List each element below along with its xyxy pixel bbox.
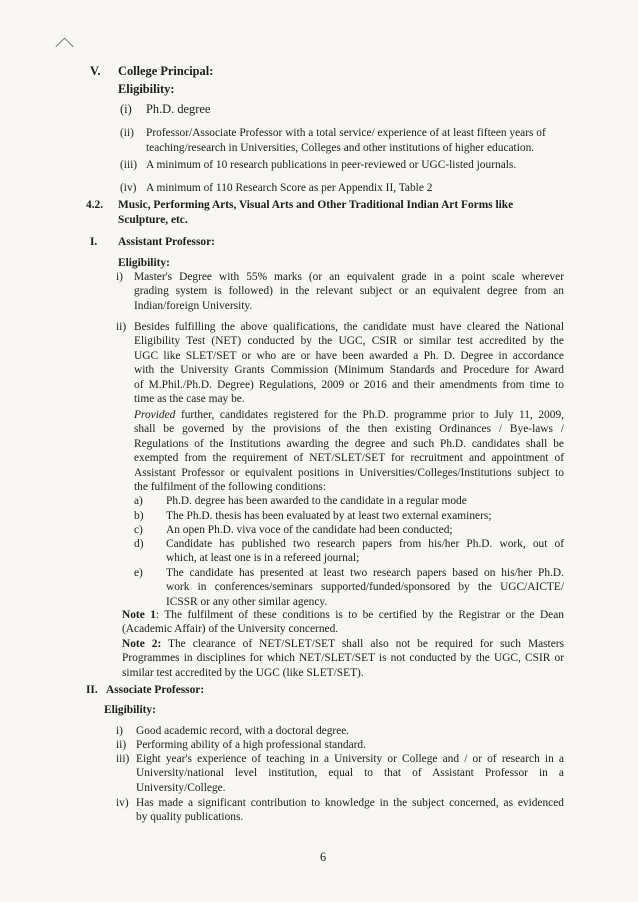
text-line: Regulations of the Institutions awarding the degree and such Ph.D. candidates shall be xyxy=(134,437,564,450)
text-line: The candidate has presented at least two research papers based on his/her Ph.D. xyxy=(166,567,564,579)
text-line xyxy=(122,637,564,651)
condition-num: d) xyxy=(134,538,144,550)
text-line: UGC like SLET/SET or who are or have been awarded a Ph. D. Degree in accordance xyxy=(134,349,564,362)
condition-text: The Ph.D. thesis has been evaluated by at least two external examiners; xyxy=(166,510,492,522)
section-v-item-text: Ph.D. degree xyxy=(146,102,211,116)
associate-number: II. xyxy=(86,684,98,696)
section-v-item-num: (iv) xyxy=(120,182,137,194)
text-line: ICSSR or any other similar agency. xyxy=(166,595,328,608)
text-line: Assistant Professor or equivalent positions in Universities/Colleges/Institutions subject to xyxy=(134,466,564,479)
section-42-number: 4.2. xyxy=(86,199,104,211)
section-v-eligibility: Eligibility: xyxy=(118,82,175,96)
section-v-item-text: A minimum of 10 research publications in peer-reviewed or UGC-listed journals. xyxy=(146,159,517,171)
note-1-label: Note 1 xyxy=(122,609,156,621)
section-v-item-num: (i) xyxy=(120,102,132,116)
assistant-item-i xyxy=(134,270,564,313)
text-line: Eligibility Test (NET) conducted by the UGC, CSIR or similar test accredited by the xyxy=(134,335,564,348)
section-v-item-num: (ii) xyxy=(120,127,134,139)
page-number: 6 xyxy=(320,850,327,864)
provided-word: Provided xyxy=(134,409,176,421)
assistant-item-num: i) xyxy=(116,271,123,283)
text-line xyxy=(134,408,564,422)
section-v-number: V. xyxy=(90,64,101,78)
text-line: time as the case may be. xyxy=(134,393,245,406)
associate-item-num: iii) xyxy=(116,753,130,765)
text-line: which, at least one is in a refereed journal; xyxy=(166,552,360,565)
assistant-number: I. xyxy=(90,236,98,248)
text-line: Candidate has published two research papers from his/her Ph.D. work, out of xyxy=(166,538,564,550)
note-2 xyxy=(122,637,564,680)
associate-item-text: Good academic record, with a doctoral degree. xyxy=(136,725,350,737)
text-line: University/College. xyxy=(136,781,226,794)
assistant-heading: Assistant Professor: xyxy=(118,236,215,248)
text-line: Master's Degree with 55% marks (or an equivalent grade in a point scale wherever xyxy=(134,271,564,283)
assistant-item-num: ii) xyxy=(116,321,127,333)
text-line: Has made a significant contribution to knowledge in the subject concerned, as evidenced xyxy=(136,797,564,809)
provided-paragraph xyxy=(134,408,564,494)
section-v-item-num: (iii) xyxy=(120,159,138,171)
text-line: with the University Grants Commission (Minimum Standards and Procedure for Award xyxy=(134,364,564,377)
section-v-heading: College Principal: xyxy=(118,64,214,78)
text-line: exempted from the requirement of NET/SLET/SET for recruitment and appointment of xyxy=(134,452,564,465)
section-42-heading-cont: Sculpture, etc. xyxy=(118,214,188,226)
condition-num: b) xyxy=(134,510,144,522)
associate-item-text xyxy=(136,796,564,825)
note-2-text: The clearance of NET/SLET/SET shall also not be required for such Masters xyxy=(161,638,565,650)
page-corner-mark xyxy=(55,37,73,55)
note-1-text: : The fulfilment of these conditions is to be certified by the Registrar or the Dean xyxy=(155,609,564,621)
condition-text: An open Ph.D. viva voce of the candidate had been conducted; xyxy=(166,524,453,536)
assistant-item-ii xyxy=(134,320,564,406)
text-line: (Academic Affair) of the University concerned. xyxy=(122,623,339,636)
condition-num: c) xyxy=(134,524,143,536)
associate-eligibility: Eligibility: xyxy=(104,704,156,716)
text-line: of M.Phil./Ph.D. Degree) Regulations, 2009 or 2016 and their amendments from time to xyxy=(134,378,564,391)
section-42-heading: Music, Performing Arts, Visual Arts and Other Traditional Indian Art Forms like xyxy=(118,199,514,211)
condition-text xyxy=(166,566,564,609)
associate-item-num: i) xyxy=(116,725,123,737)
associate-heading: Associate Professor: xyxy=(106,684,205,696)
associate-item-text xyxy=(136,752,564,795)
section-v-item-text-cont: teaching/research in Universities, Colleges and other institutions of higher education. xyxy=(146,142,535,154)
condition-num: e) xyxy=(134,567,143,579)
text-line: grading system is followed) in the relevant subject or an equivalent degree from an xyxy=(134,285,564,298)
text-line: Programmes in disciplines for which NET/SLET/SET is not conducted by the UGC, CSIR or xyxy=(122,652,564,665)
condition-num: a) xyxy=(134,495,143,507)
text-line: Besides fulfilling the above qualifications, the candidate must have cleared the National xyxy=(134,321,564,333)
text-line: similar test accredited by the UGC (like SLET/SET). xyxy=(122,666,364,679)
text-line xyxy=(122,608,564,622)
text-line: University/national level institution, equal to that of Assistant Professor in a xyxy=(136,767,564,780)
note-2-label: Note 2: xyxy=(122,638,162,650)
condition-text: Ph.D. degree has been awarded to the candidate in a regular mode xyxy=(166,495,467,507)
text-line: work in conferences/seminars supported/funded/sponsored by the UGC/AICTE/ xyxy=(166,581,564,594)
associate-item-text: Performing ability of a high professional standard. xyxy=(136,739,366,751)
section-v-item-text: Professor/Associate Professor with a total service/ experience of at least fifteen years of xyxy=(146,127,546,139)
text-line: by quality publications. xyxy=(136,811,244,824)
text-line: Indian/foreign University. xyxy=(134,299,253,312)
condition-text xyxy=(166,537,564,566)
associate-item-num: ii) xyxy=(116,739,127,751)
assistant-eligibility: Eligibility: xyxy=(118,257,170,269)
text-line: shall be governed by the provisions of the then existing Ordinances / Bye-laws / xyxy=(134,423,564,436)
text-line: Eight year's experience of teaching in a University or College and / or of research in a xyxy=(136,753,564,765)
text-line: the fulfilment of the following conditions: xyxy=(134,481,327,494)
note-1 xyxy=(122,608,564,637)
provided-text: further, candidates registered for the Ph.D. programme prior to July 11, 2009, xyxy=(175,409,564,421)
associate-item-num: iv) xyxy=(116,797,129,809)
section-v-item-text: A minimum of 110 Research Score as per Appendix II, Table 2 xyxy=(146,182,433,194)
